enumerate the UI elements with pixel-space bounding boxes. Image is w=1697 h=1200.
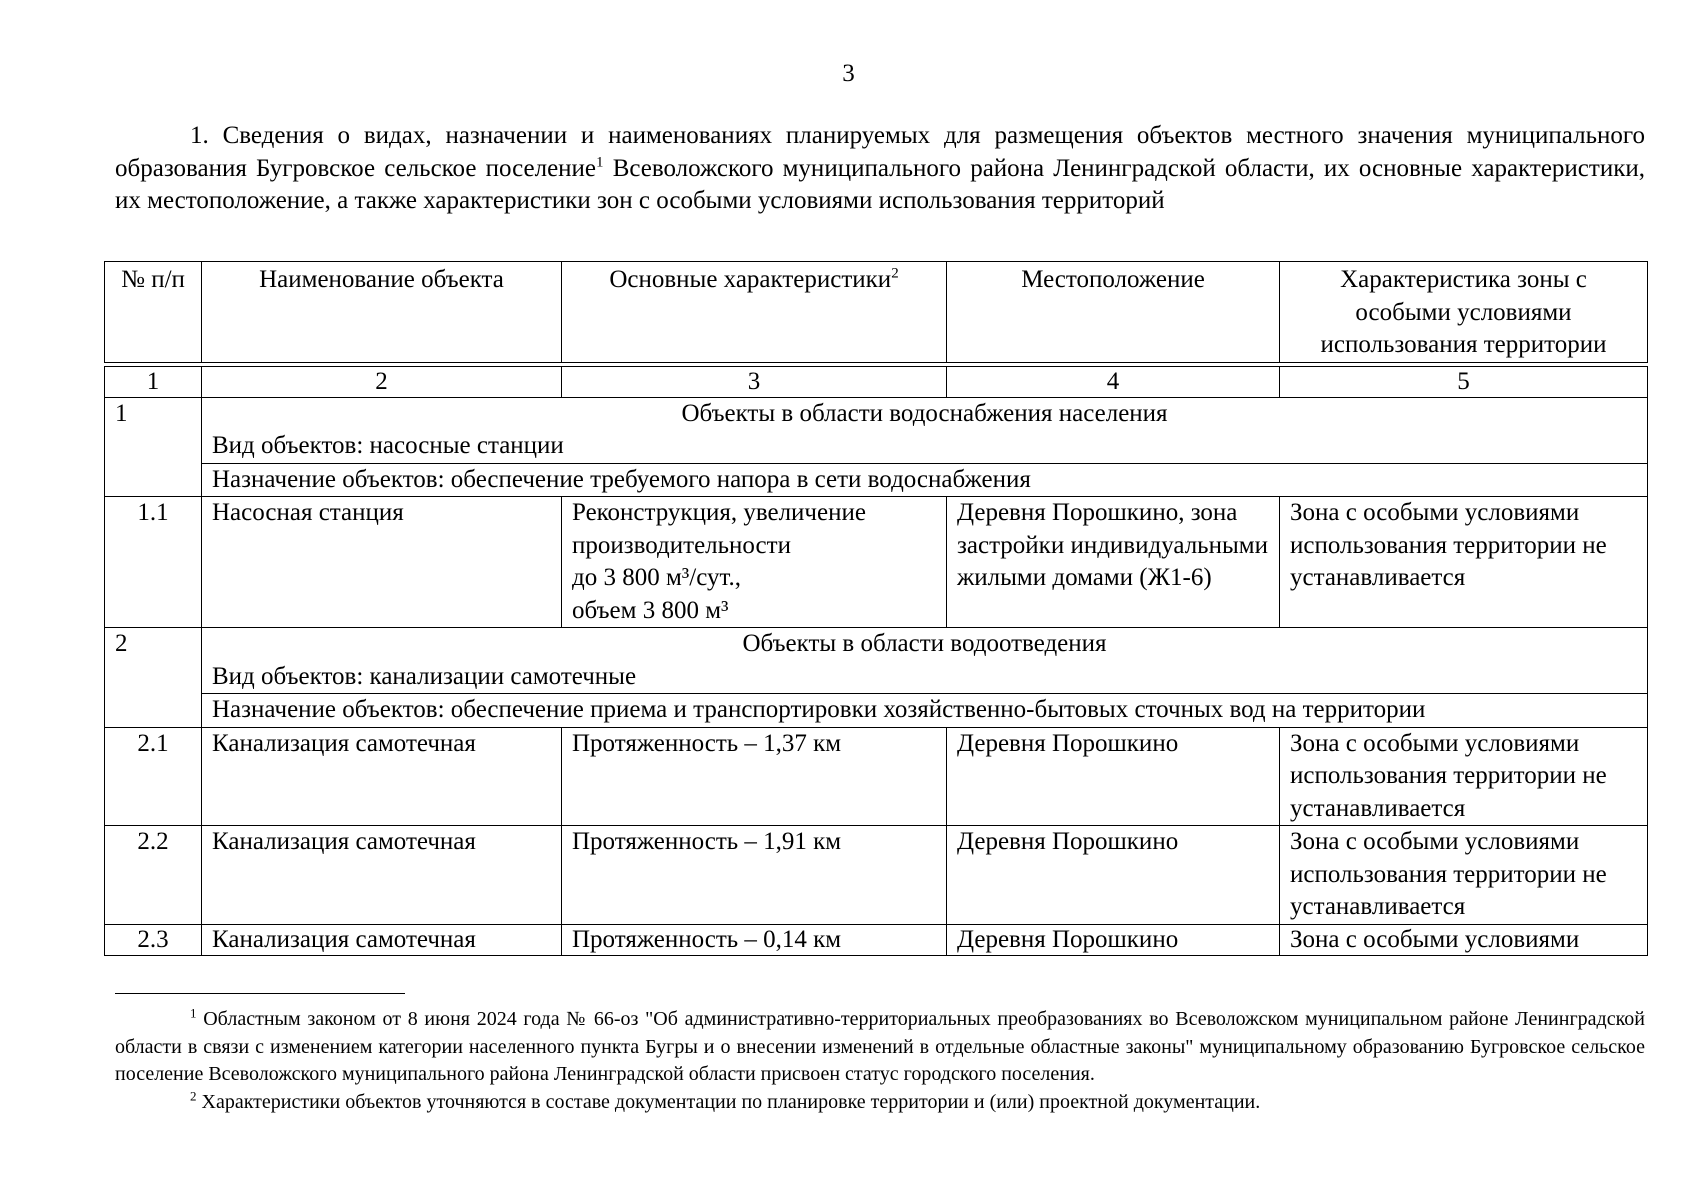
object-name: Канализация самотечная: [202, 924, 562, 955]
footnote-text: Областным законом от 8 июня 2024 года № 66-оз "Об административно-территориальных преобразованиях во Всеволожском муниципальном районе Ленинградской области в связи с изменением категории населенного пункта Бугры и о внесении изменений в отдельные областные законы" муниципальному образованию Бугровское сельское поселение Всеволожского муниципального района Ленинградской области присвоен статус городского поселения.: [115, 1008, 1645, 1085]
group-kind: Вид объектов: канализации самотечные: [212, 662, 637, 690]
header-characteristics: Основные характеристики$^2$: [562, 262, 947, 363]
table-row: [105, 497, 1648, 628]
group-title-cell: [202, 397, 1648, 463]
row-number: 2.2: [105, 826, 202, 925]
row-number: 2.1: [105, 727, 202, 826]
object-zone: Зона с особыми условиями использования территории не устанавливается: [1280, 727, 1648, 826]
group-row: [105, 397, 1648, 463]
footnote-text: Характеристики объектов уточняются в составе документации по планировке территории и (или) проектной документации.: [196, 1090, 1261, 1113]
group-purpose-row: [105, 463, 1648, 497]
col-number: 3: [562, 366, 947, 397]
table-header-row: [105, 262, 1648, 363]
object-name: Канализация самотечная: [202, 826, 562, 925]
footnote-marker: 2: [190, 1087, 197, 1103]
section-intro: [115, 120, 1645, 218]
footnote-2: [115, 1089, 1645, 1117]
header-num: № п/п: [105, 262, 202, 363]
page-number: 3: [842, 60, 855, 87]
object-zone: Зона с особыми условиями использования территории не устанавливается: [1280, 826, 1648, 925]
object-name: Насосная станция: [202, 497, 562, 628]
col-number: 4: [947, 366, 1280, 397]
table-row: [105, 727, 1648, 826]
table-row: [105, 826, 1648, 925]
group-purpose-row: [105, 694, 1648, 728]
col-number: 2: [202, 366, 562, 397]
group-purpose: Назначение объектов: обеспечение требуемого напора в сети водоснабжения: [202, 463, 1648, 497]
intro-text: 1. Сведения о видах, назначении и наименованиях планируемых для размещения объектов местного значения муниципального образования Бугровское сельское поселение: [115, 122, 1645, 182]
object-location: Деревня Порошкино, зона застройки индивидуальными жилыми домами (Ж1-6): [947, 497, 1280, 628]
footnote-divider: [115, 993, 405, 994]
objects-table: [104, 261, 1647, 956]
footnote-ref-1[interactable]: 1: [596, 154, 604, 171]
group-number: 1: [105, 397, 202, 497]
object-characteristics: Протяженность – 0,14 км: [562, 924, 947, 955]
header-location: Местоположение: [947, 262, 1280, 363]
table-row: [105, 924, 1648, 955]
object-location: Деревня Порошкино: [947, 727, 1280, 826]
group-kind: Вид объектов: насосные станции: [212, 432, 564, 459]
footnote-ref-2[interactable]: 2: [891, 265, 899, 282]
object-location: Деревня Порошкино: [947, 826, 1280, 925]
group-title: Объекты в области водоснабжения населения: [681, 399, 1168, 427]
group-number: 2: [105, 628, 202, 728]
header-zone: Характеристика зоны с особыми условиями использования территории: [1280, 262, 1648, 363]
row-number: 2.3: [105, 924, 202, 955]
object-characteristics: Реконструкция, увеличение производительности до 3 800 м³/сут., объем 3 800 м³: [562, 497, 947, 628]
column-number-row: [105, 366, 1648, 397]
object-zone: Зона с особыми условиями использования территории не устанавливается: [1280, 497, 1648, 628]
footnotes: [115, 1006, 1645, 1116]
col-number: 5: [1280, 366, 1648, 397]
intro-text-continued: Всеволожского муниципального района Ленинградской области, их основные характеристики, их местоположение, а также характеристики зон с особыми условиями использования территорий: [115, 154, 1645, 214]
object-name: Канализация самотечная: [202, 727, 562, 826]
group-purpose: Назначение объектов: обеспечение приема и транспортировки хозяйственно-бытовых сточных вод на территории: [202, 694, 1648, 728]
group-title-cell: [202, 628, 1648, 694]
group-title: Объекты в области водоотведения: [742, 630, 1107, 657]
row-number: 1.1: [105, 497, 202, 628]
object-characteristics: Протяженность – 1,37 км: [562, 727, 947, 826]
group-row: [105, 628, 1648, 694]
object-zone: Зона с особыми условиями: [1280, 924, 1648, 955]
header-name: Наименование объекта: [202, 262, 562, 363]
footnote-marker: 1: [190, 1005, 197, 1021]
col-number: 1: [105, 366, 202, 397]
object-characteristics: Протяженность – 1,91 км: [562, 826, 947, 925]
object-location: Деревня Порошкино: [947, 924, 1280, 955]
footnote-1: [115, 1006, 1645, 1089]
